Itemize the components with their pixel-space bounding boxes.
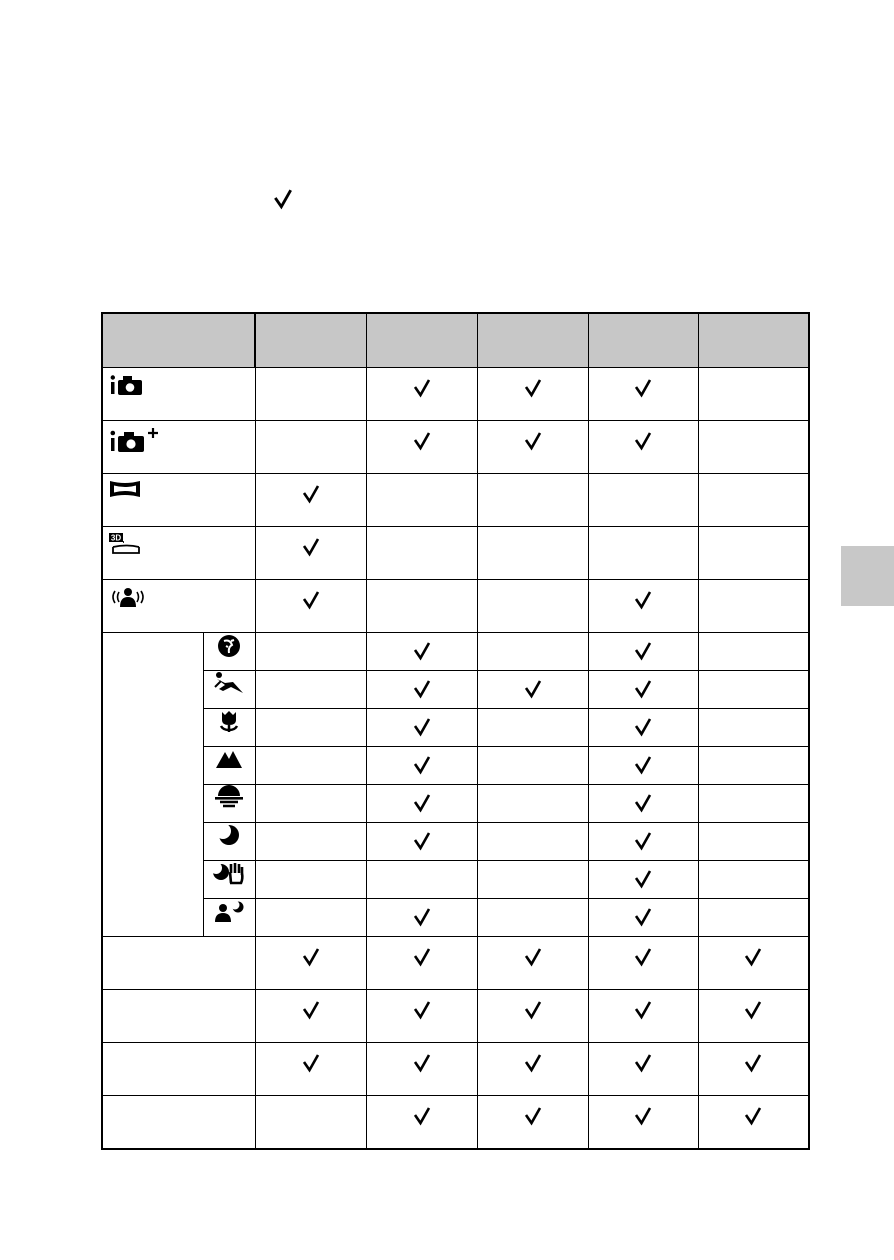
checkmark-icon xyxy=(633,431,653,451)
table-cell xyxy=(698,527,809,580)
scene-icon-cell xyxy=(203,671,255,709)
table-cell xyxy=(366,633,477,671)
table-cell xyxy=(366,747,477,785)
table-cell xyxy=(588,580,698,633)
table-cell xyxy=(588,421,698,474)
table-cell xyxy=(366,899,477,937)
bottom-row-1 xyxy=(102,937,809,990)
header-cell xyxy=(698,313,809,368)
checkmark-icon xyxy=(523,1106,543,1126)
scene-icon-cell xyxy=(203,633,255,671)
table-cell xyxy=(366,1096,477,1150)
table-cell xyxy=(477,474,588,527)
bottom-row-2 xyxy=(102,990,809,1043)
table-cell xyxy=(366,861,477,899)
table-cell xyxy=(255,709,366,747)
sunset-icon xyxy=(214,785,244,809)
table-cell xyxy=(366,823,477,861)
checkmark-icon xyxy=(412,679,432,699)
table-cell xyxy=(698,1096,809,1150)
table-cell xyxy=(588,527,698,580)
table-cell xyxy=(588,747,698,785)
checkmark-icon xyxy=(412,831,432,851)
checkmark-icon xyxy=(633,793,653,813)
3d-sweep-panorama-row xyxy=(102,527,809,580)
superior-auto-row xyxy=(102,368,809,421)
checkmark-icon xyxy=(412,907,432,927)
scene-icon-cell xyxy=(203,823,255,861)
table-cell xyxy=(255,785,366,823)
table-cell xyxy=(588,861,698,899)
table-cell xyxy=(366,474,477,527)
table-cell xyxy=(477,1043,588,1096)
scene-landscape-row xyxy=(102,747,809,785)
mode-label-cell xyxy=(102,1096,255,1150)
table-cell xyxy=(255,1043,366,1096)
scene-icon-cell xyxy=(203,785,255,823)
table-cell xyxy=(255,368,366,421)
tulip-macro-icon xyxy=(217,709,241,733)
mode-label-cell xyxy=(102,1043,255,1096)
checkmark-icon xyxy=(633,378,653,398)
table-cell xyxy=(588,823,698,861)
table-cell xyxy=(255,747,366,785)
checkmark-icon xyxy=(301,947,321,967)
header-cell xyxy=(366,313,477,368)
table-cell xyxy=(366,1043,477,1096)
table-cell xyxy=(477,990,588,1043)
table-cell xyxy=(477,709,588,747)
checkmark-icon xyxy=(633,641,653,661)
bottom-row-4 xyxy=(102,1096,809,1150)
checkmark-icon xyxy=(523,679,543,699)
checkmark-icon xyxy=(633,1000,653,1020)
table-cell xyxy=(477,580,588,633)
table-cell xyxy=(255,474,366,527)
checkmark-icon xyxy=(633,717,653,737)
checkmark-icon xyxy=(523,1053,543,1073)
scene-icon-cell xyxy=(203,747,255,785)
moon-hand-icon xyxy=(212,861,246,885)
table-cell xyxy=(255,861,366,899)
table-cell xyxy=(588,633,698,671)
header-cell xyxy=(255,313,366,368)
mode-label-cell xyxy=(102,368,255,421)
checkmark-icon xyxy=(523,947,543,967)
scene-night-portrait-row xyxy=(102,899,809,937)
table-cell xyxy=(477,368,588,421)
checkmark-icon xyxy=(301,1000,321,1020)
table-cell xyxy=(255,580,366,633)
checkmark-icon xyxy=(633,1106,653,1126)
table-cell xyxy=(698,671,809,709)
table-cell xyxy=(588,671,698,709)
mode-label-cell xyxy=(102,990,255,1043)
table-cell xyxy=(477,861,588,899)
table-cell xyxy=(477,785,588,823)
checkmark-icon xyxy=(412,793,432,813)
checkmark-icon xyxy=(633,831,653,851)
table-cell xyxy=(588,368,698,421)
scene-sunset-row xyxy=(102,785,809,823)
table-cell xyxy=(366,937,477,990)
table-cell xyxy=(698,368,809,421)
mode-label-cell xyxy=(102,474,255,527)
table-cell xyxy=(698,861,809,899)
checkmark-icon xyxy=(633,907,653,927)
checkmark-icon xyxy=(412,431,432,451)
table-cell xyxy=(366,990,477,1043)
table-cell xyxy=(255,633,366,671)
checkmark-icon xyxy=(743,1000,763,1020)
scene-icon-cell xyxy=(203,899,255,937)
checkmark-icon xyxy=(633,947,653,967)
mountain-landscape-icon xyxy=(215,747,243,769)
table-cell xyxy=(698,785,809,823)
checkmark-icon xyxy=(412,755,432,775)
scene-night-row xyxy=(102,823,809,861)
scene-soft-skin-row xyxy=(102,633,809,671)
checkmark-icon xyxy=(412,641,432,661)
table-cell xyxy=(698,474,809,527)
table-cell xyxy=(366,527,477,580)
header-cell xyxy=(477,313,588,368)
table-cell xyxy=(698,899,809,937)
table-cell xyxy=(698,633,809,671)
table-cell xyxy=(366,709,477,747)
mode-label-cell xyxy=(102,527,255,580)
table-cell xyxy=(366,785,477,823)
checkmark-icon xyxy=(633,755,653,775)
table-cell xyxy=(255,527,366,580)
scene-macro-row xyxy=(102,709,809,747)
section-tab[interactable] xyxy=(841,546,894,606)
i-camera-plus-icon xyxy=(109,427,163,453)
checkmark-icon xyxy=(412,1106,432,1126)
table-cell xyxy=(477,747,588,785)
mode-compatibility-table xyxy=(101,312,810,1150)
table-cell xyxy=(698,823,809,861)
table-cell xyxy=(588,1043,698,1096)
scene-icon-cell xyxy=(203,709,255,747)
table-cell xyxy=(698,580,809,633)
table-cell xyxy=(477,527,588,580)
checkmark-icon xyxy=(412,1053,432,1073)
sweep-panorama-row xyxy=(102,474,809,527)
mode-label-cell xyxy=(102,580,255,633)
mode-label-cell xyxy=(102,421,255,474)
table-cell xyxy=(477,633,588,671)
checkmark-icon xyxy=(743,1053,763,1073)
checkmark-icon xyxy=(412,717,432,737)
checkmark-icon xyxy=(523,431,543,451)
table-cell xyxy=(698,421,809,474)
anti-motion-blur-icon xyxy=(109,586,147,608)
checkmark-icon xyxy=(743,1106,763,1126)
table-cell xyxy=(588,709,698,747)
table-cell xyxy=(255,990,366,1043)
checkmark-icon xyxy=(301,1053,321,1073)
3d-panorama-icon xyxy=(109,533,141,555)
scene-sports-row xyxy=(102,671,809,709)
checkmark-icon xyxy=(412,378,432,398)
checkmark-icon xyxy=(301,537,321,557)
mode-label-cell xyxy=(102,937,255,990)
table-cell xyxy=(588,1096,698,1150)
table-cell xyxy=(588,937,698,990)
table-cell xyxy=(477,1096,588,1150)
table-header-row xyxy=(102,313,809,368)
checkmark-icon xyxy=(633,1053,653,1073)
scene-icon-cell xyxy=(203,861,255,899)
i-camera-icon xyxy=(109,374,145,396)
table-cell xyxy=(366,421,477,474)
checkmark-icon xyxy=(633,869,653,889)
table-cell xyxy=(588,899,698,937)
intelligent-auto-plus-row xyxy=(102,421,809,474)
table-cell xyxy=(255,421,366,474)
table-cell xyxy=(255,899,366,937)
table-cell xyxy=(588,990,698,1043)
checkmark-icon xyxy=(633,679,653,699)
svg-text:3D: 3D xyxy=(110,533,122,543)
checkmark-icon xyxy=(523,1000,543,1020)
checkmark-icon xyxy=(272,188,294,210)
moon-night-icon xyxy=(217,823,241,847)
scene-selection-group-cell xyxy=(102,633,203,937)
table-cell xyxy=(366,580,477,633)
bottom-row-3 xyxy=(102,1043,809,1096)
table-cell xyxy=(477,421,588,474)
table-cell xyxy=(366,368,477,421)
soft-skin-icon xyxy=(216,633,242,659)
sweep-panorama-icon xyxy=(109,480,141,498)
checkmark-icon xyxy=(301,590,321,610)
table-cell xyxy=(477,823,588,861)
table-cell xyxy=(588,785,698,823)
table-cell xyxy=(255,671,366,709)
table-cell xyxy=(477,937,588,990)
checkmark-icon xyxy=(301,484,321,504)
checkmark-icon xyxy=(633,590,653,610)
checkmark-icon xyxy=(743,947,763,967)
sports-action-icon xyxy=(213,671,245,695)
table-cell xyxy=(255,823,366,861)
table-cell xyxy=(588,474,698,527)
scene-hand-held-twilight-row xyxy=(102,861,809,899)
table-cell xyxy=(698,747,809,785)
checkmark-icon xyxy=(412,1000,432,1020)
anti-motion-blur-row xyxy=(102,580,809,633)
night-portrait-icon xyxy=(214,899,244,923)
table-cell xyxy=(698,1043,809,1096)
checkmark-icon xyxy=(412,947,432,967)
table-cell xyxy=(255,937,366,990)
checkmark-icon xyxy=(523,378,543,398)
header-cell xyxy=(588,313,698,368)
table-cell xyxy=(698,709,809,747)
table-cell xyxy=(477,899,588,937)
header-cell xyxy=(102,313,255,368)
table-cell xyxy=(255,1096,366,1150)
table-cell xyxy=(698,937,809,990)
table-cell xyxy=(366,671,477,709)
table-cell xyxy=(477,671,588,709)
table-cell xyxy=(698,990,809,1043)
